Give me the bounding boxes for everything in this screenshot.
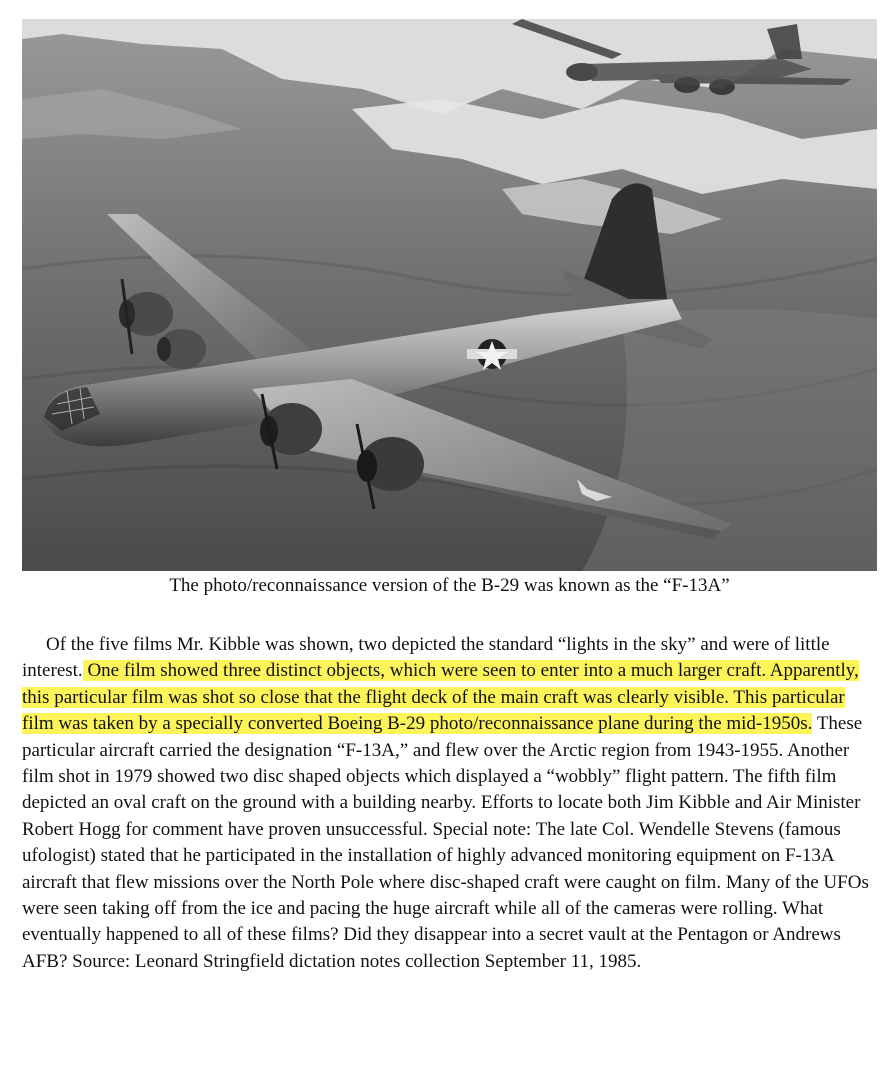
paragraph-text-start: Of the five films Mr. Kibble was shown, two depicted the standard “lights in the sky” and were of little interest. — [22, 634, 830, 682]
highlighted-passage: One film showed three distinct objects, which were seen to enter into a much larger craft. Apparently, this particular film was shot so close that the flight deck of the main craft was clearly visible. This particular film was taken by a specially converted Boeing B-29 photo/reconnaissance plane during the mid-1950s. — [22, 660, 859, 735]
paragraph-text-end: These particular aircraft carried the designation “F-13A,” and flew over the Arctic region from 1943-1955. Another film shot in 1979 showed two disc shaped objects which displayed a “wobbly” flight pattern. The fifth film depicted an oval craft on the ground with a building nearby. Efforts to locate both Jim Kibble and Air Minister Robert Hogg for comment have proven unsuccessful. Special note: The late Col. Wendelle Stevens (famous ufologist) stated that he participated in the installation of highly advanced monitoring equipment on F-13A aircraft that flew missions over the North Pole where disc-shaped craft were caught on film. Many of the UFOs were seen taking off from the ice and pacing the huge aircraft while all of the cameras were rolling. What eventually happened to all of these films? Did they disappear into a secret vault at the Pentagon or Andrews AFB? Source: Leonard Stringfield dictation notes collection September 11, 1985. — [22, 713, 869, 972]
figure-caption: The photo/reconnaissance version of the B-29 was known as the “F-13A” — [169, 575, 730, 596]
article-paragraph — [22, 632, 877, 975]
b29-aircraft-photo — [22, 19, 877, 571]
